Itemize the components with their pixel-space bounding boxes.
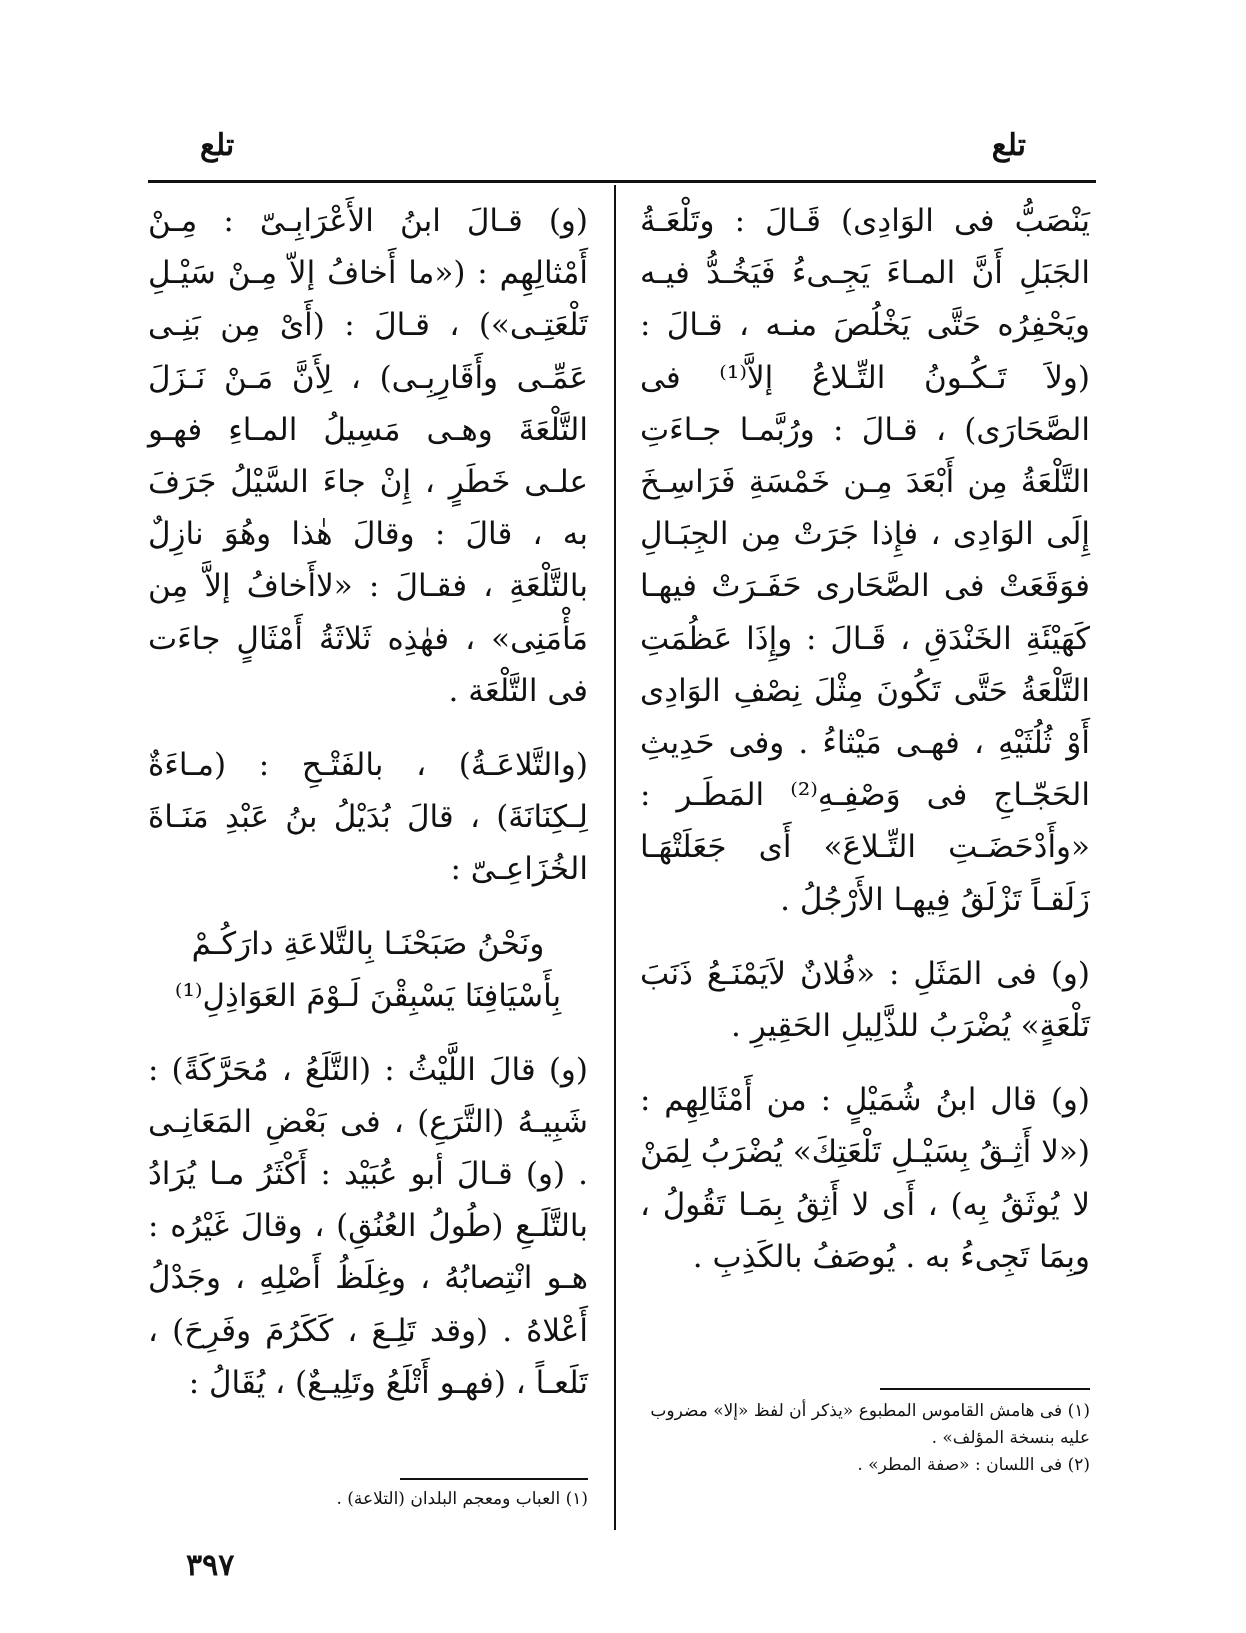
verse-line: بِأَسْيَافِنَا يَسْبِقْنَ لَـوْمَ العَوَاذِلِ⁽¹⁾ <box>174 977 562 1014</box>
right-footnotes <box>640 1398 1090 1479</box>
footnote-rule <box>400 1478 588 1480</box>
header-rule <box>148 180 1096 183</box>
paragraph: (و) قـالَ ابنُ الأَعْرَابِـىّ : مِـنْ أَمْثالِهِم : («ما أَخافُ إلاّ مِـنْ سَيْـلِ تَلْعَتِـى») ، قـالَ : (أَىْ مِن بَنِـى عَمِّـى وأَقَارِبِـى) ، لِأَنَّ مَـنْ نَـزَلَ التَّلْعَةَ وهـى مَسِيلُ المـاءِ فهـو علـى خَطَرٍ ، إِنْ جاءَ السَّيْلُ جَرَفَ به ، قالَ : وقالَ هٰذا وهُوَ نازِلٌ بالتَّلْعَةِ ، فقـالَ : «لاأَخافُ إلاَّ مِن مَأْمَنِى» ، فهٰذِه ثَلاثَةُ أَمْثَالٍ جاءَت فى التَّلْعَة . <box>148 203 588 709</box>
verse-line: ونَحْنُ صَبَحْنَـا بِالتَّلاعَةِ دارَكُـمْ <box>191 925 545 962</box>
paragraph: (والتَّلاعَـةُ) ، بالفَتْـحِ : (مـاءَةٌ لِـكِنَانَةَ) ، قالَ بُدَيْلُ بنُ عَبْدِ مَنَـاةَ الخُزَاعِـىّ : <box>148 747 588 888</box>
footnote: (١) فى هامش القاموس المطبوع «يذكر أن لفظ «إلا» مضروب عليه بنسخة المؤلف» . <box>650 1401 1090 1448</box>
paragraph: (و) قال ابنُ شُمَيْلٍ : من أَمْثَالِهِم : («لا أَثِـقُ بِسَيْـلِ تَلْعَتِكَ» يُضْرَبُ لِمَنْ لا يُوثَقُ بِه) ، أَى لا أَثِقُ بِمَـا تَقُولُ ، وبِمَا تَجِىءُ به . يُوصَفُ بالكَذِبِ . <box>640 1082 1090 1275</box>
page-number: ٣٩٧ <box>186 1548 235 1583</box>
right-header-word: تلع <box>991 128 1026 163</box>
footnote: (١) العباب ومعجم البلدان (التلاعة) . <box>336 1489 588 1509</box>
left-column <box>148 195 588 1409</box>
footnote: (٢) فى اللسان : «صفة المطر» . <box>857 1455 1090 1475</box>
paragraph: (و) قالَ اللَّيْثُ : (التَّلَعُ ، مُحَرَّكَةً) : شَبِيـهُ (التَّرَعِ) ، فى بَعْضِ المَعَانِـى . (و) قـالَ أبو عُبَيْد : أَكْثَرُ مـا يُرَادُ بالتَّلَـعِ (طُولُ العُنُقِ) ، وقالَ غَيْرُه : هـو انْتِصابُهُ ، وغِلَظُ أَصْلِهِ ، وجَدْلُ أَعْلاهُ . (وقد تَلِـعَ ، كَكَرُمَ وفَرِحَ) ، تَلَعـاً ، (فهـو أَتْلَعُ وتَلِيـعٌ) ، يُقَالُ : <box>148 1051 588 1401</box>
left-header-word: تلع <box>200 128 235 163</box>
left-footnotes <box>148 1486 588 1513</box>
footnote-rule <box>880 1388 1090 1390</box>
column-divider <box>614 185 616 1530</box>
paragraph: (و) فى المَثَلِ : «فُلانٌ لاَيَمْنَـعُ ذَنَبَ تَلْعَةٍ» يُضْرَبُ للذَّلِيلِ الحَقِيرِ . <box>640 955 1090 1045</box>
right-column <box>640 195 1090 1283</box>
paragraph: يَنْصَبُّ فى الوَادِى) قَـالَ : وتَلْعَـةُ الجَبَلِ أَنَّ المـاءَ يَجِـىءُ فَيَخُـدُّ فيـه ويَحْفِرُه حَتَّى يَخْلُصَ منـه ، قـالَ : (ولاَ تَـكُـونُ التِّـلاعُ إلاَّ⁽¹⁾ فى الصَّحَارَى) ، قـالَ : ورُبَّمـا جـاءَتِ التَّلْعَةُ مِن أَبْعَدَ مِـن خَمْسَةِ فَرَاسِـخَ إِلَى الوَادِى ، فإِذا جَرَتْ مِن الجِبَـالِ فوَقَعَتْ فى الصَّحَارى حَفَـرَتْ فيهـا كَهَيْئَةِ الخَنْدَقِ ، قَـالَ : وإِذَا عَظُمَتِ التَّلْعَةُ حَتَّى تَكُونَ مِثْلَ نِصْفِ الوَادِى أَوْ ثُلُثَيْهِ ، فهـى مَيْثاءُ . وفى حَدِيثِ الحَجّـاجِ فى وَصْفِـهِ⁽²⁾ المَطَـر : «وأَدْحَضَـتِ التِّـلاعَ» أَى جَعَلَتْهَـا زَلَقـاً تَزْلَقُ فِيهـا الأَرْجُلُ . <box>640 203 1090 918</box>
